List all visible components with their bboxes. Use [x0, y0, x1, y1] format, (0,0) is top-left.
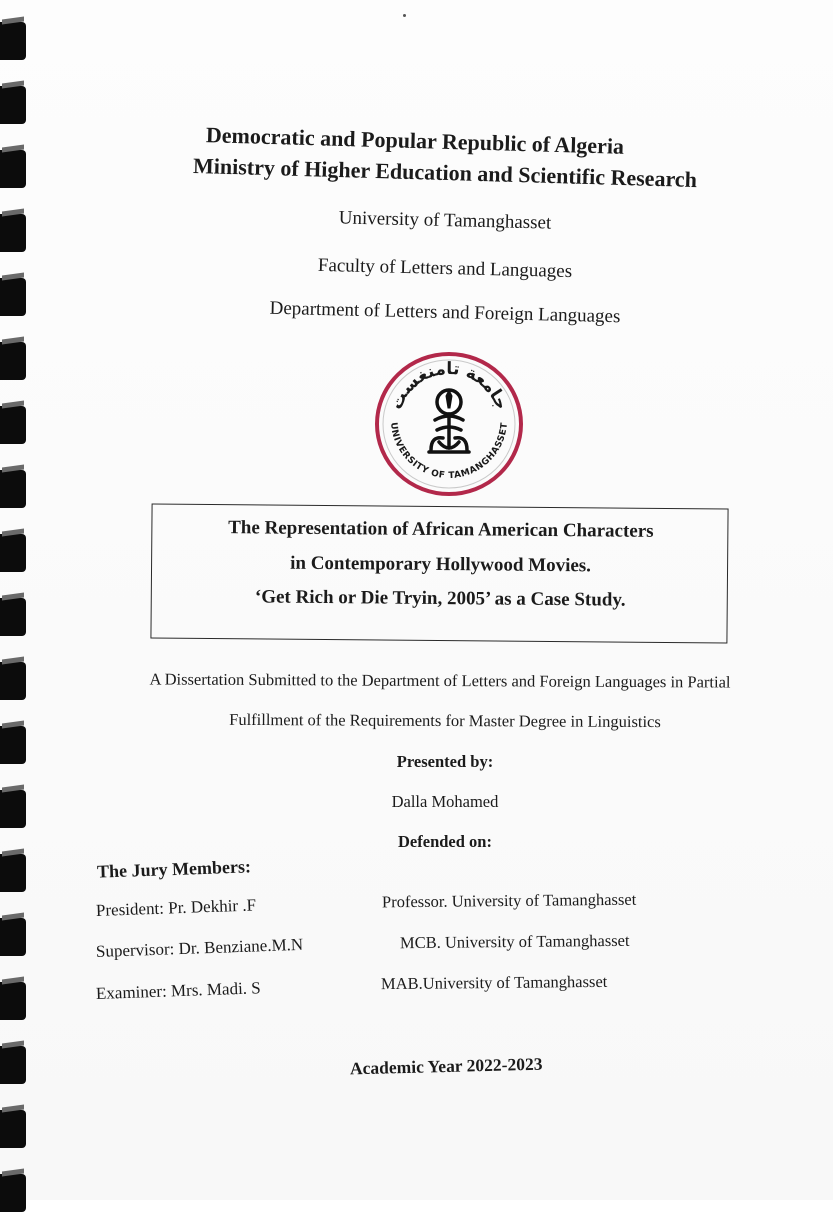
faculty-name: Faculty of Letters and Languages [317, 254, 573, 283]
binding-slot [0, 22, 26, 60]
jury-member-affiliation: Professor. University of Tamanghasset [381, 889, 637, 912]
binding-slot [0, 406, 26, 444]
university-name: University of Tamanghasset [338, 207, 552, 234]
binding-slot [0, 1110, 26, 1148]
binding-slot [0, 534, 26, 572]
binding-slot [0, 1174, 26, 1212]
thesis-title-line-3: ‘Get Rich or Die Tryin, 2005’ as a Case Study. [254, 586, 626, 611]
jury-member-role: Examiner: Mrs. Madi. S [95, 978, 262, 1003]
university-logo [373, 350, 525, 498]
binding-slot [0, 278, 26, 316]
submission-statement-line-2: Fulfillment of the Requirements for Master Degree in Linguistics [229, 709, 661, 732]
ministry-title: Ministry of Higher Education and Scientific Research [192, 152, 698, 193]
binding-slot [0, 854, 26, 892]
binding-slot [0, 918, 26, 956]
jury-member-role: President: Pr. Dekhir .F [95, 895, 257, 920]
binding-slot [0, 86, 26, 124]
binding-slot [0, 726, 26, 764]
binding-slot [0, 1046, 26, 1084]
spiral-binding [0, 0, 30, 1200]
jury-member-affiliation: MCB. University of Tamanghasset [399, 930, 630, 953]
thesis-title-line-1: The Representation of African American Characters [228, 517, 654, 542]
jury-member-role: Supervisor: Dr. Benziane.M.N [95, 934, 304, 961]
jury-member-affiliation: MAB.University of Tamanghasset [380, 971, 608, 994]
department-name: Department of Letters and Foreign Languages [269, 297, 621, 328]
defended-on-label: Defended on: [398, 832, 492, 851]
presenter-name: Dalla Mohamed [391, 792, 499, 811]
binding-slot [0, 470, 26, 508]
binding-slot [0, 790, 26, 828]
country-title: Democratic and Popular Republic of Algeria [205, 122, 625, 159]
binding-slot [0, 214, 26, 252]
binding-slot [0, 150, 26, 188]
logo-english-text: UNIVERSITY OF TAMANGHASSET [387, 421, 511, 482]
logo-arabic-text: جامعة تامنغست [386, 358, 512, 413]
binding-slot [0, 342, 26, 380]
thesis-title-box [150, 503, 728, 643]
binding-slot [0, 598, 26, 636]
academic-year: Academic Year 2022-2023 [349, 1053, 543, 1079]
binding-slot [0, 662, 26, 700]
thesis-title-line-2: in Contemporary Hollywood Movies. [290, 552, 592, 577]
binding-slot [0, 982, 26, 1020]
submission-statement-line-1: A Dissertation Submitted to the Department of Letters and Foreign Languages in Partial [149, 669, 731, 692]
jury-heading: The Jury Members: [96, 856, 252, 882]
presented-by-label: Presented by: [396, 752, 494, 771]
scan-speck [403, 14, 406, 17]
